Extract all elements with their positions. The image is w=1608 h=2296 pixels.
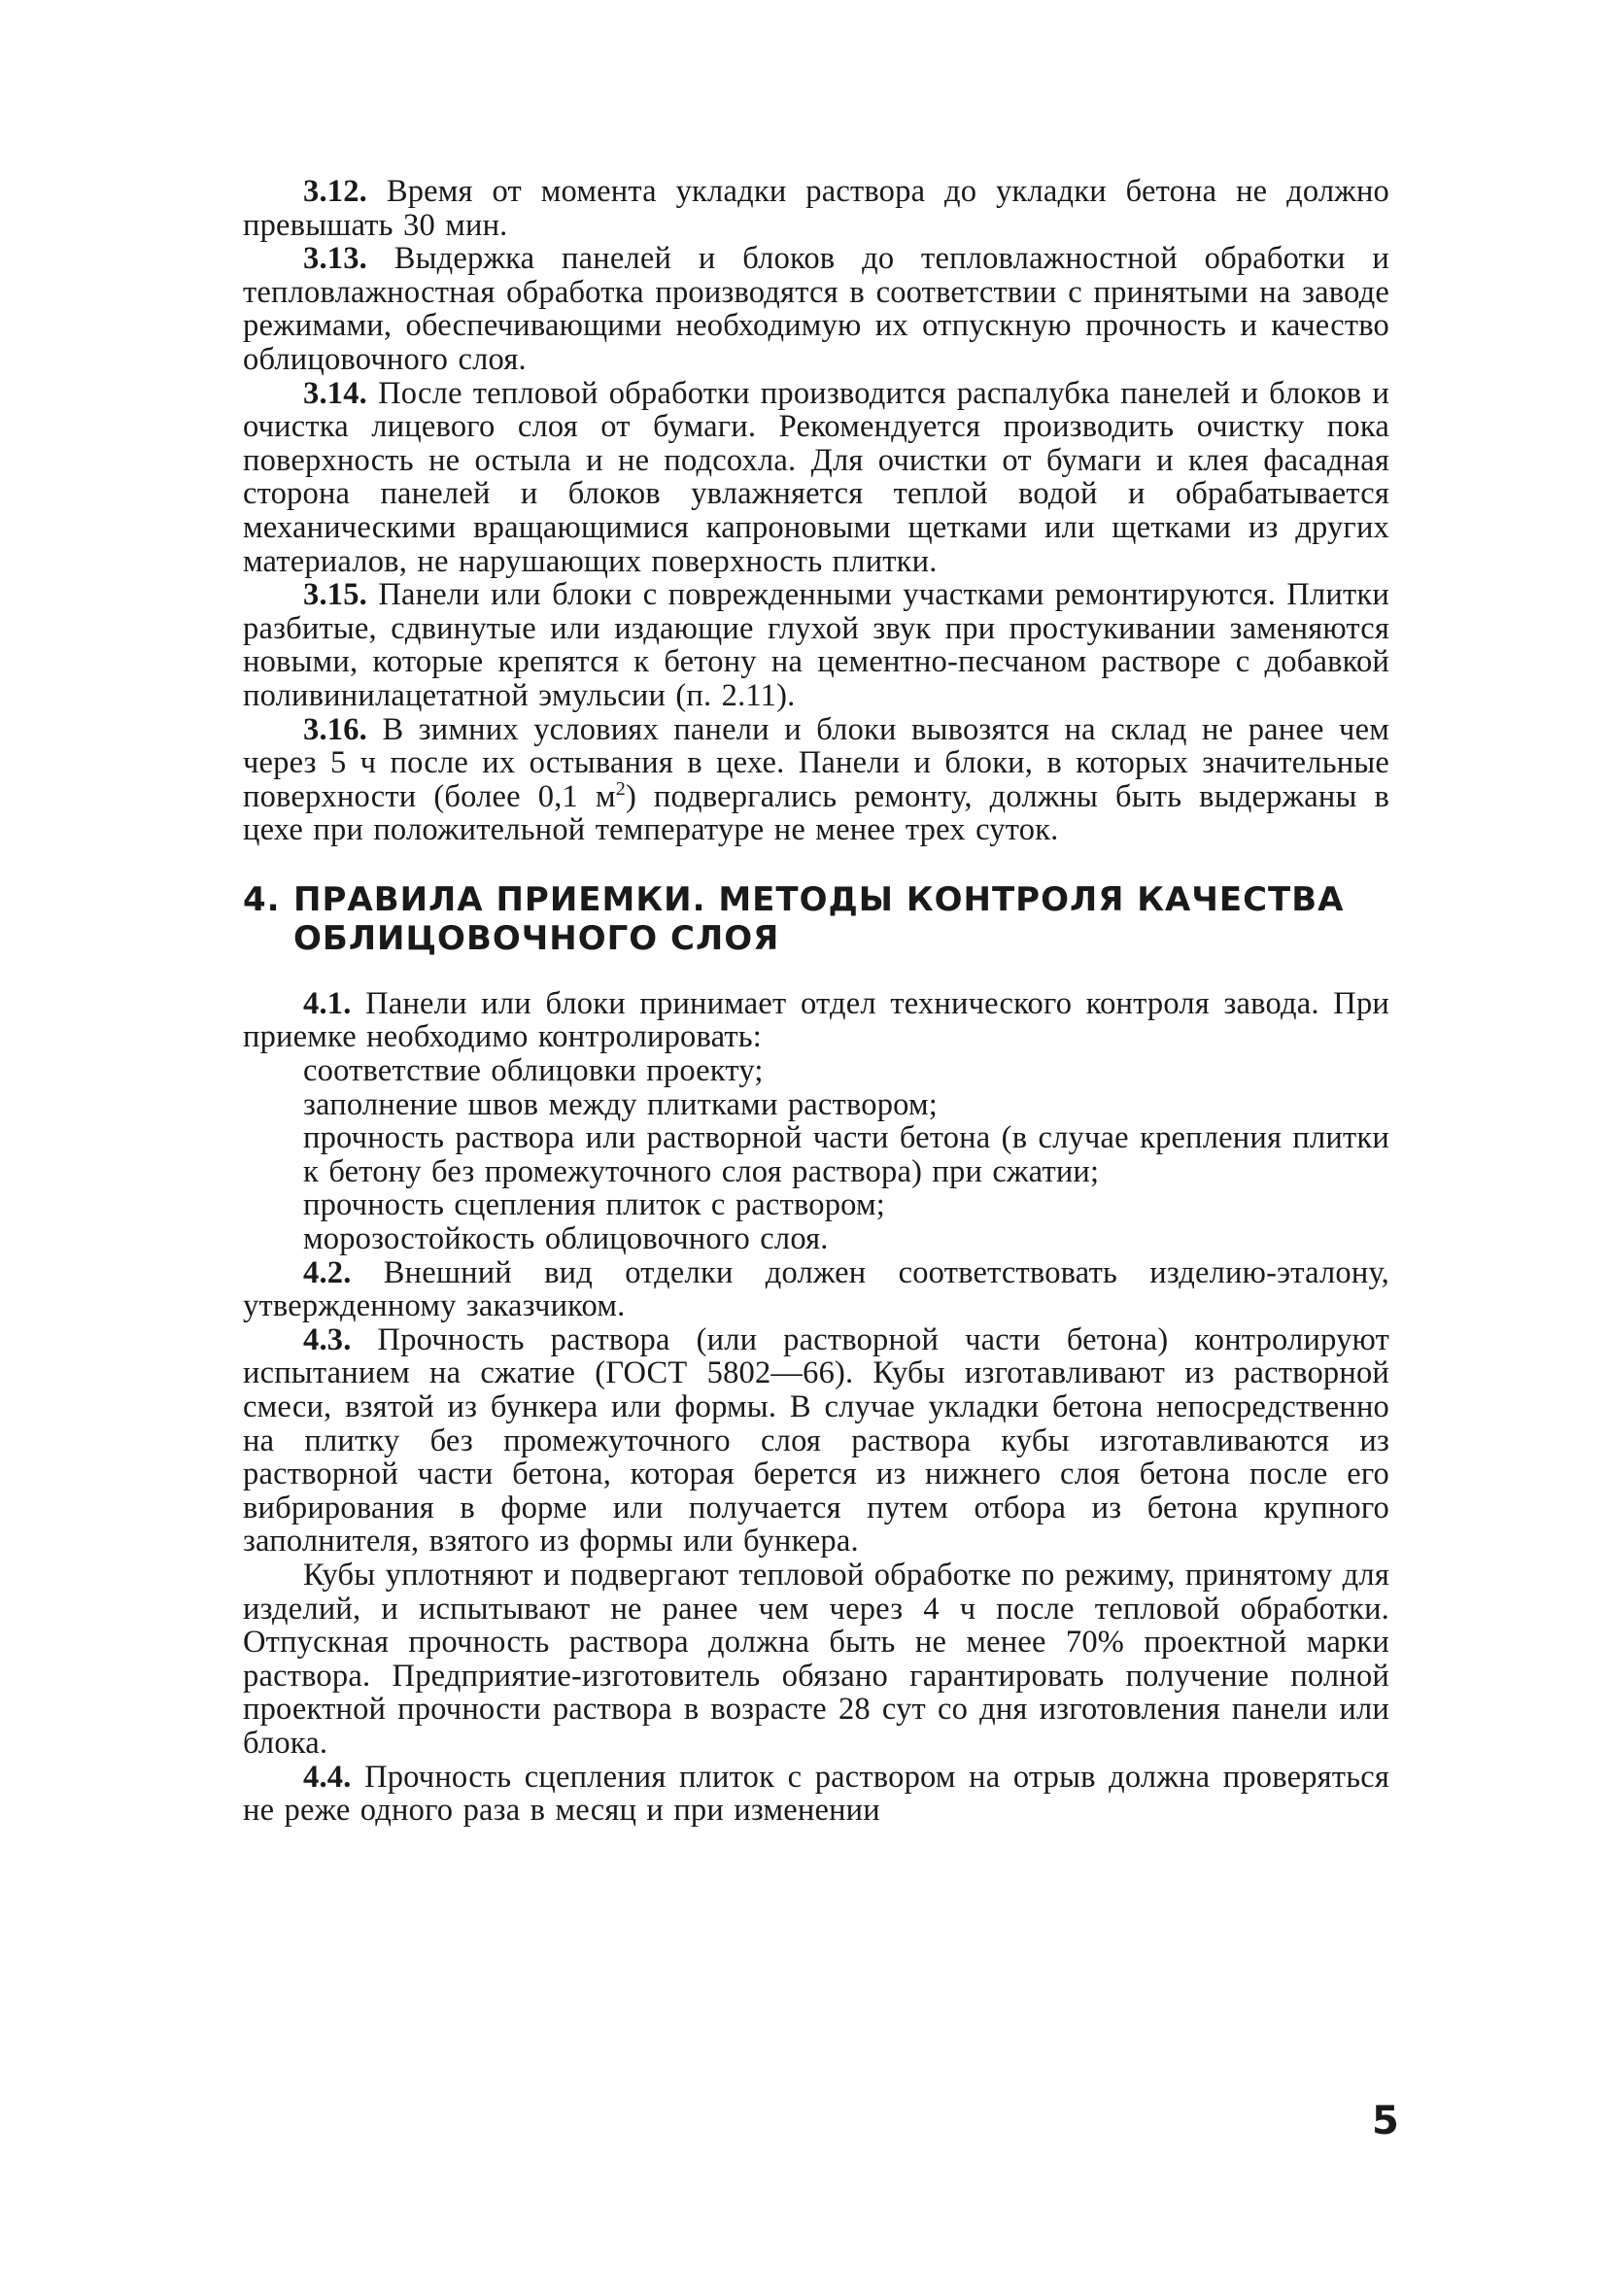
paragraph-3-14: [243, 377, 1389, 579]
heading-number: 4.: [243, 879, 281, 919]
list-item: заполнение швов между плитками раствором;: [303, 1086, 939, 1122]
paragraph-text: Панели или блоки с поврежденными участками ремонтируются. Плитки разбитые, сдвинутые или издающие глухой звук при простукивании заменяются новыми, которые крепятся к бетону на цементно-песчаном растворе с добавкой поливинилацетатной эмульсии (п. 2.11).: [243, 577, 1390, 713]
paragraph-4-2: [243, 1256, 1389, 1323]
paragraph-text-part2: ) подвергались ремонту, должны быть выдержаны в цехе при положительной температуре не менее трех суток.: [243, 778, 1389, 848]
paragraph-4-3-continued: [243, 1559, 1389, 1761]
section-heading-4: [243, 880, 1389, 958]
paragraph-number: 4.3.: [303, 1321, 352, 1357]
list-item: прочность сцепления плиток с раствором;: [303, 1187, 886, 1223]
paragraph-3-12: [243, 175, 1389, 242]
paragraph-text: Панели или блоки принимает отдел технического контроля завода. При приемке необходимо контролировать:: [243, 985, 1389, 1055]
paragraph-number: 3.14.: [303, 375, 367, 411]
paragraph-text: Выдержка панелей и блоков до тепловлажностной обработки и тепловлажностная обработка производятся в соответствии с принятыми на заводе режимами, обеспечивающими необходимую их отпускную прочность и качество облицовочного слоя.: [243, 241, 1389, 377]
paragraph-number: 3.16.: [303, 711, 367, 747]
heading-text: ПРАВИЛА ПРИЕМКИ. МЕТОДЫ КОНТРОЛЯ КАЧЕСТВА ОБЛИЦОВОЧНОГО СЛОЯ: [293, 879, 1345, 958]
paragraph-text-part1: В зимних условиях панели и блоки вывозятся на склад не ранее чем через 5 ч после их остывания в цехе. Панели и блоки, в которых значительные поверхности (более 0,1 м: [243, 711, 1389, 814]
paragraph-text: Внешний вид отделки должен соответствовать изделию-эталону, утвержденному заказчиком.: [243, 1254, 1389, 1324]
paragraph-number: 3.15.: [303, 577, 367, 613]
paragraph-3-13: [243, 242, 1389, 376]
paragraph-4-4: [243, 1761, 1389, 1828]
paragraph-4-3: [243, 1323, 1389, 1559]
list-item: морозостойкость облицовочного слоя.: [303, 1221, 829, 1257]
paragraph-number: 3.13.: [303, 241, 367, 277]
document-page: [243, 175, 1389, 2254]
paragraph-3-16: [243, 713, 1389, 847]
paragraph-4-1: [243, 987, 1389, 1054]
paragraph-text: Прочность раствора (или растворной части бетона) контролируют испытанием на сжатие (ГОСТ 5802—66). Кубы изготавливают из растворной смеси, взятой из бункера или формы. В случае укладки бетона непосредственно на плитку без промежуточного слоя раствора кубы изготавливаются из растворной части бетона, которая берется из нижнего слоя бетона после его вибрирования в форме или получается путем отбора из бетона крупного заполнителя, взятого из формы или бункера.: [243, 1321, 1389, 1559]
paragraph-number: 4.4.: [303, 1759, 352, 1795]
paragraph-number: 3.12.: [303, 174, 367, 209]
paragraph-text: После тепловой обработки производится распалубка панелей и блоков и очистка лицевого слоя от бумаги. Рекомендуется производить очистку пока поверхность не остыла и не подсохла. Для очистки от бумаги и клея фасадная сторона панелей и блоков увлажняется теплой водой и обрабатывается механическими вращающимися капроновыми щетками или щетками из других материалов, не нарушающих поверхность плитки.: [243, 375, 1389, 579]
paragraph-number: 4.2.: [303, 1254, 352, 1290]
paragraph-text: Время от момента укладки раствора до укладки бетона не должно превышать 30 мин.: [243, 174, 1389, 243]
paragraph-text: Кубы уплотняют и подвергают тепловой обработке по режиму, принятому для изделий, и испытывают не ранее чем через 4 ч после тепловой обработки. Отпускная прочность раствора должна быть не менее 70% проектной марки раствора. Предприятие-изготовитель обязано гарантировать получение полной проектной прочности раствора в возрасте 28 сут со дня изготовления панели или блока.: [243, 1557, 1389, 1761]
superscript: 2: [615, 777, 626, 800]
page-number: 5: [1372, 2099, 1399, 2143]
paragraph-text: Прочность сцепления плиток с раствором на отрыв должна проверяться не реже одного раза в месяц и при изменении: [243, 1759, 1389, 1829]
paragraph-3-15: [243, 578, 1389, 712]
list-item: соответствие облицовки проекту;: [303, 1053, 764, 1089]
list-item: прочность раствора или растворной части бетона (в случае крепления плитки к бетону без промежуточного слоя раствора) при сжатии;: [303, 1120, 1389, 1189]
paragraph-number: 4.1.: [303, 985, 352, 1021]
